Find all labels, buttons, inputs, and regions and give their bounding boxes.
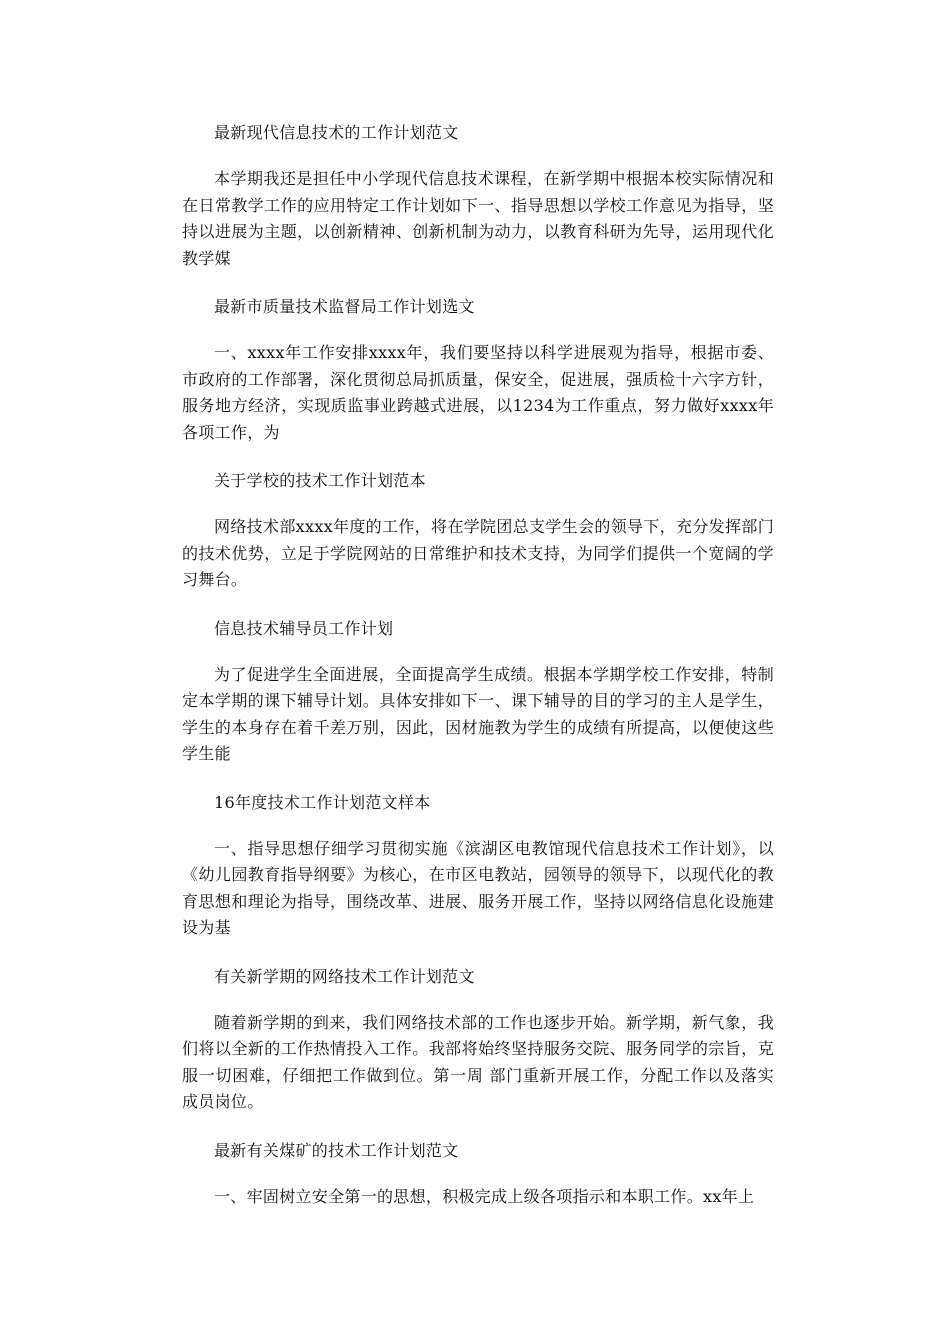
section-body: 一、牢固树立安全第一的思想，积极完成上级各项指示和本职工作。xx年上 xyxy=(214,1186,755,1206)
section-body: 本学期我还是担任中小学现代信息技术课程，在新学期中根据本校实际情况和在日常教学工作的应用特定工作计划如下一、指导思想以学校工作意见为指导，坚持以进展为主题，以创新精神、创新机制为动力，以教育科研为先导，运用现代化教学媒 xyxy=(182,169,774,268)
section-body: 一、指导思想仔细学习贯彻实施《滨湖区电教馆现代信息技术工作计划》，以《幼儿园教育指导纲要》为核心，在市区电教站，园领导的领导下，以现代化的教育思想和理论为指导，围绕改革、进展、服务开展工作，坚持以网络信息化设施建设为基 xyxy=(182,838,774,937)
document-page xyxy=(182,120,774,1232)
section-heading: 关于学校的技术工作计划范本 xyxy=(214,471,426,490)
section-heading: 信息技术辅导员工作计划 xyxy=(214,618,394,638)
section-heading: 最新现代信息技术的工作计划范文 xyxy=(214,123,459,142)
section-body: 为了促进学生全面进展，全面提高学生成绩。根据本学期学校工作安排，特制定本学期的课下辅导计划。具体安排如下一、课下辅导的目的学习的主人是学生，学生的本身存在着千差万别，因此，因材施教为学生的成绩有所提高，以便使这些学生能 xyxy=(182,664,774,763)
section-heading: 最新市质量技术监督局工作计划选文 xyxy=(214,297,475,316)
section-heading: 16年度技术工作计划范文样本 xyxy=(214,792,431,812)
section-heading: 有关新学期的网络技术工作计划范文 xyxy=(214,966,475,986)
section-heading: 最新有关煤矿的技术工作计划范文 xyxy=(214,1140,459,1160)
section-body: 网络技术部xxxx年度的工作，将在学院团总支学生会的领导下，充分发挥部门的技术优势，立足于学院网站的日常维护和技术支持，为同学们提供一个宽阔的学习舞台。 xyxy=(182,517,774,589)
section-body: 随着新学期的到来，我们网络技术部的工作也逐步开始。新学期，新气象，我们将以全新的工作热情投入工作。我部将始终坚持服务交院、服务同学的宗旨，克服一切困难，仔细把工作做到位。第一周 部门重新开展工作，分配工作以及落实成员岗位。 xyxy=(182,1012,774,1111)
section-body: 一、xxxx年工作安排xxxx年，我们要坚持以科学进展观为指导，根据市委、市政府的工作部署，深化贯彻总局抓质量，保安全，促进展，强质检十六字方针，服务地方经济，实现质监事业跨越式进展，以1234为工作重点，努力做好xxxx年各项工作，为 xyxy=(182,343,774,442)
